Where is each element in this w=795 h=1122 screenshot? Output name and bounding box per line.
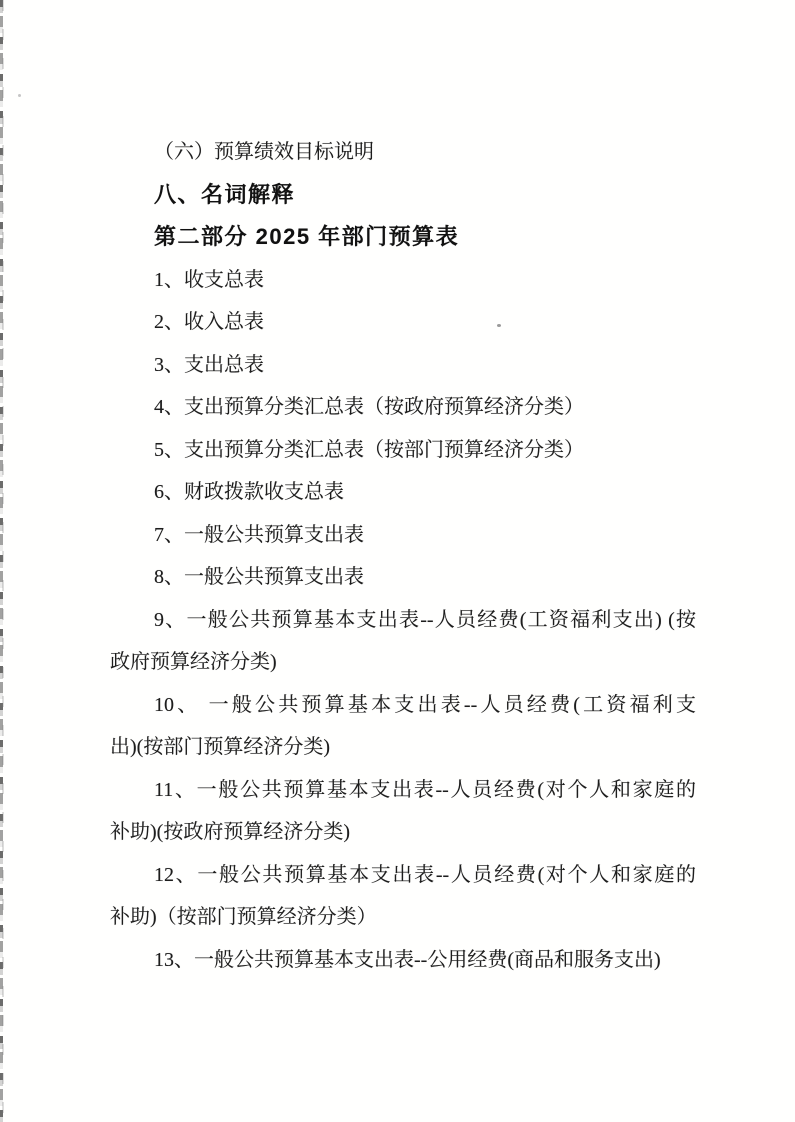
document-body <box>110 131 696 981</box>
toc-line-12-part2: 补助)（按部门预算经济分类） <box>110 906 377 928</box>
dust-speck <box>18 94 21 97</box>
toc-line-7: 7、一般公共预算支出表 <box>154 523 364 546</box>
toc-line-6: 6、财政拨款收支总表 <box>154 481 344 503</box>
toc-line-13: 13、一般公共预算基本支出表--公用经费(商品和服务支出) <box>154 948 661 971</box>
toc-line-9-part2: 政府预算经济分类) <box>110 651 277 673</box>
section-heading-glossary: 八、名词解释 <box>154 181 296 207</box>
toc-line-11-part1: 11、一般公共预算基本支出表--人员经费(对个人和家庭的 <box>154 778 696 801</box>
toc-line-2: 2、收入总表 <box>154 311 264 333</box>
toc-line-9-part1: 9、一般公共预算基本支出表--人员经费(工资福利支出) (按 <box>154 608 696 631</box>
toc-line-10-part2: 出)(按部门预算经济分类) <box>110 736 330 758</box>
toc-line-4: 4、支出预算分类汇总表（按政府预算经济分类） <box>154 396 584 418</box>
toc-line-3: 3、支出总表 <box>154 353 264 376</box>
section-heading-part2-budget-tables: 第二部分 2025 年部门预算表 <box>154 224 460 249</box>
scan-edge-artifact <box>0 0 3 1122</box>
toc-line-11-part2: 补助)(按政府预算经济分类) <box>110 821 350 843</box>
toc-line-8: 8、一般公共预算支出表 <box>154 566 364 588</box>
toc-line-1: 1、收支总表 <box>154 268 264 291</box>
toc-line-10-part1: 10、 一般公共预算基本支出表--人员经费(工资福利支 <box>154 693 696 716</box>
subsection-heading-budget-performance: （六）预算绩效目标说明 <box>154 141 374 163</box>
toc-line-12-part1: 12、一般公共预算基本支出表--人员经费(对个人和家庭的 <box>154 863 696 886</box>
toc-line-5: 5、支出预算分类汇总表（按部门预算经济分类） <box>154 438 584 461</box>
